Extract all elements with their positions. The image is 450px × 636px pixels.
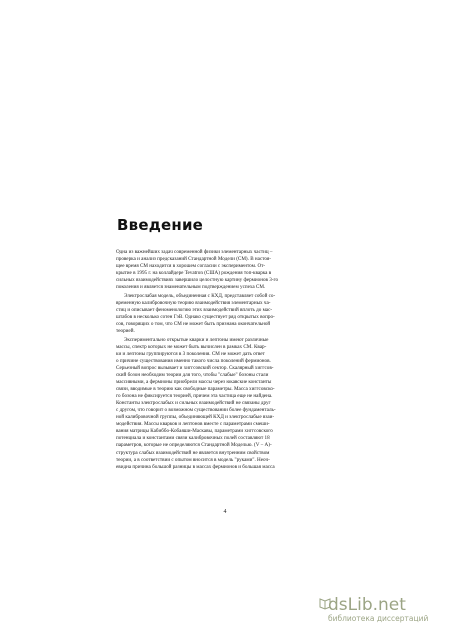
paragraph-1 <box>116 249 342 291</box>
body-text <box>116 249 342 472</box>
text-line: ной калибровочной группы, объединяющей КХД и электрослабые взаи- <box>116 414 275 421</box>
page-number: 4 <box>223 509 227 515</box>
text-line: штабов в несколько сотен ГэВ. Однако существует ряд открытых вопро- <box>116 314 275 321</box>
text-line: структура слабых взаимодействий не является внутренним свойством <box>116 449 270 456</box>
text-line: Серьезный вопрос вызывает и хиггсовский сектор. Скалярный хиггсов- <box>116 364 274 371</box>
watermark-logo <box>328 597 428 623</box>
text-line: крытие в 1995 г. на коллайдере Tevatron (США) рождения топ-кварка в <box>116 270 272 277</box>
text-line: вания матрицы Кабиббо-Кобаяши-Маскавы, параметрами хиггсовского <box>116 428 273 435</box>
text-line: потенциала и константами связи калибровочных полей составляют 18 <box>116 435 270 442</box>
text-line: евидна причина большой разницы в массах фермионов и большая масса <box>116 463 275 470</box>
text-line: теории, а в соответствии с опытом вносится в модель "руками". Неоч- <box>116 456 270 463</box>
text-line: теорией. <box>116 328 135 335</box>
text-line: массивными, а фермионы приобрели массы через юкавские константы <box>116 379 272 386</box>
text-line: параметров, которые не определяются Стандартной Моделью. (V − A)- <box>116 442 272 449</box>
text-line: сильных взаимодействиях завершило целостную картину фермионов 3-го <box>116 277 279 284</box>
text-line: Одна из важнейших задач современной физики элементарных частиц – <box>116 249 273 255</box>
text-line: Экспериментально открытые кварки и лептоны имеют различные <box>124 336 269 343</box>
text-line: го бозона не фиксируется теорией, причем эта частица еще не найдена. <box>116 393 273 400</box>
text-line: Электрослабая модель, объединенная с КХД, представляет собой со- <box>124 292 276 299</box>
text-line: стиц и описывает феноменологию этих взаимодействий вплоть до мас- <box>116 306 273 313</box>
text-line: Константы электрослабых и сильных взаимодействий не связаны друг <box>116 400 271 407</box>
text-line: временную калибровочную теорию взаимодействия элементарных ча- <box>116 299 271 306</box>
watermark-name: dsLib.net <box>328 595 406 616</box>
paragraph-3 <box>116 337 342 471</box>
text-line: массы, спектр которых не может быть вычислен в рамках СМ. Квар- <box>116 343 267 350</box>
text-line: ки и лептоны группируются в 3 поколения. СМ не может дать ответ <box>116 350 265 357</box>
text-line: с другом, что говорит о возможном существовании более фундаменталь- <box>116 407 276 414</box>
watermark <box>328 592 438 628</box>
text-line: щее время СМ находится в хорошем согласии с экспериментом. От- <box>116 263 266 270</box>
text-line: ский бозон необходим теории для того, чтобы "слабые" бозоны стали <box>116 371 269 378</box>
paragraph-2 <box>116 293 342 335</box>
text-line: о причине существования именно такого числа поколений фермионов. <box>116 357 271 364</box>
text-line: связи, вводимые в теорию как свободные параметры. Масса хиггсовско- <box>116 386 275 393</box>
text-line: модействия. Массы кварков и лептонов вместе с параметрами смеши- <box>116 421 270 428</box>
watermark-subtitle: библиотека диссертаций <box>328 614 429 624</box>
page-title: Введение <box>117 216 204 234</box>
text-line: поколения и является знаменательным подтверждением успеха СМ. <box>116 284 266 291</box>
text-line: сов, говорящих о том, что СМ не может быть признана окончательной <box>116 321 271 328</box>
book-icon <box>318 596 332 610</box>
text-line: проверка и анализ предсказаний Стандартной Модели (СМ). В настоя- <box>116 256 271 263</box>
